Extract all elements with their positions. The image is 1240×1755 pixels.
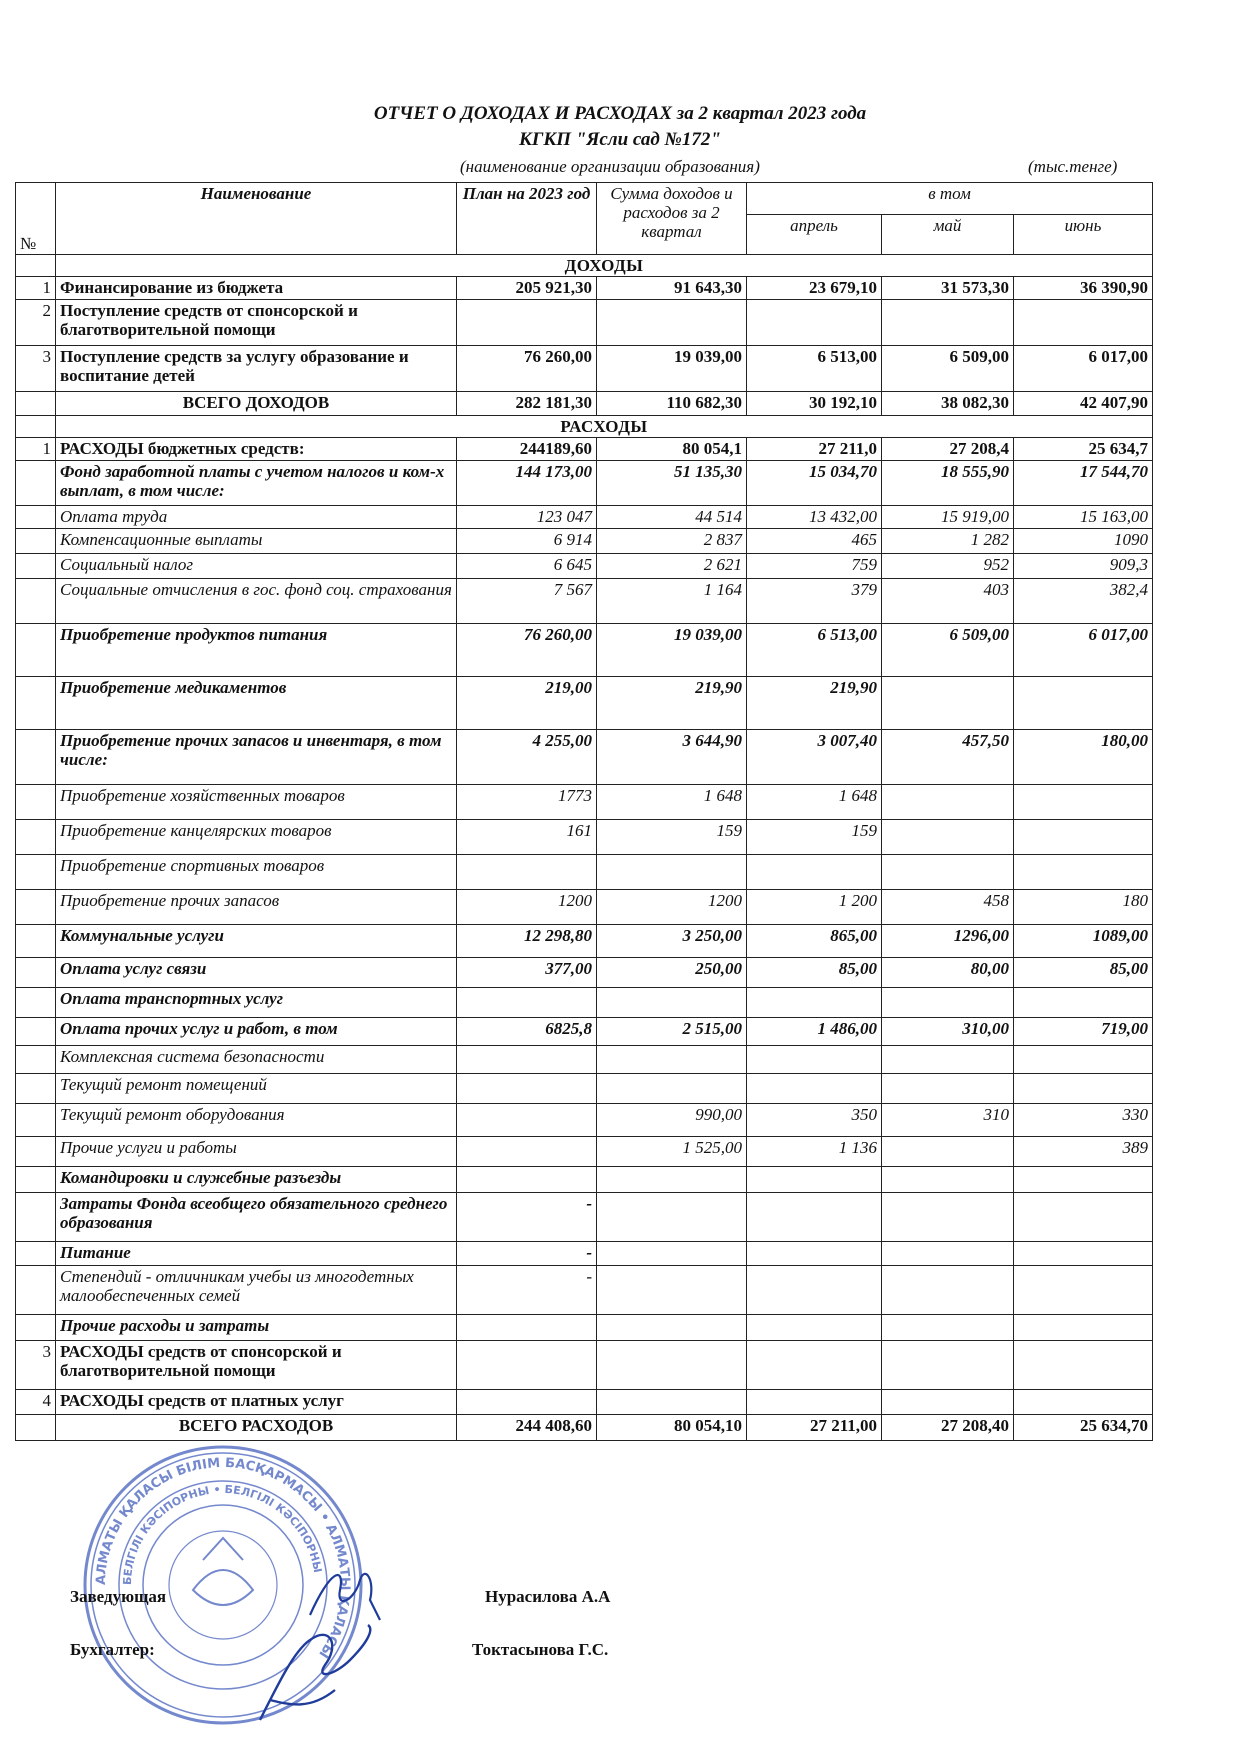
row-name: РАСХОДЫ средств от платных услуг xyxy=(56,1390,457,1415)
cell-sum xyxy=(597,1193,747,1242)
cell-sum: 44 514 xyxy=(597,506,747,529)
row-number xyxy=(16,1018,56,1046)
row-number: 2 xyxy=(16,300,56,346)
cell-m3: 330 xyxy=(1014,1104,1153,1137)
cell-sum: 3 644,90 xyxy=(597,730,747,785)
expense-row xyxy=(16,1018,1153,1046)
cell-sum: 1 164 xyxy=(597,579,747,624)
cell-m3: 17 544,70 xyxy=(1014,461,1153,506)
row-number: 1 xyxy=(16,277,56,300)
cell-sum: 2 837 xyxy=(597,529,747,554)
cell-m1 xyxy=(747,1167,882,1193)
row-name: Приобретение продуктов питания xyxy=(56,624,457,677)
col-header-incl: в том xyxy=(747,183,1153,215)
section-expense: РАСХОДЫ xyxy=(56,416,1153,438)
total-m3: 42 407,90 xyxy=(1014,392,1153,416)
expense-total-row xyxy=(16,1415,1153,1441)
col-header-june: июнь xyxy=(1014,215,1153,255)
income-row xyxy=(16,346,1153,392)
row-number xyxy=(16,624,56,677)
total-plan: 282 181,30 xyxy=(457,392,597,416)
cell-m1 xyxy=(747,1341,882,1390)
cell-plan: 6 645 xyxy=(457,554,597,579)
col-header-may: май xyxy=(882,215,1014,255)
cell-sum: 1 648 xyxy=(597,785,747,820)
cell-m2 xyxy=(882,820,1014,855)
cell-plan: 12 298,80 xyxy=(457,925,597,958)
cell-m1: 219,90 xyxy=(747,677,882,730)
row-number xyxy=(16,925,56,958)
cell-m1 xyxy=(747,855,882,890)
cell-m2 xyxy=(882,1341,1014,1390)
row-name: Прочие услуги и работы xyxy=(56,1137,457,1167)
cell-m3 xyxy=(1014,1046,1153,1074)
total-m2: 27 208,40 xyxy=(882,1415,1014,1441)
cell-m3: 1089,00 xyxy=(1014,925,1153,958)
total-m2: 38 082,30 xyxy=(882,392,1014,416)
cell-sum: 159 xyxy=(597,820,747,855)
cell-sum xyxy=(597,1341,747,1390)
cell-m3: 15 163,00 xyxy=(1014,506,1153,529)
expense-row xyxy=(16,1104,1153,1137)
section-spacer xyxy=(16,416,56,438)
cell-plan xyxy=(457,1167,597,1193)
cell-m1: 1 648 xyxy=(747,785,882,820)
cell-plan: 6825,8 xyxy=(457,1018,597,1046)
accountant-name: Токтасынова Г.С. xyxy=(472,1640,609,1659)
cell-plan: 1773 xyxy=(457,785,597,820)
cell-m1: 3 007,40 xyxy=(747,730,882,785)
cell-m1: 15 034,70 xyxy=(747,461,882,506)
cell-plan: - xyxy=(457,1266,597,1315)
cell-m2: 458 xyxy=(882,890,1014,925)
row-name: Комплексная система безопасности xyxy=(56,1046,457,1074)
expense-row xyxy=(16,506,1153,529)
cell-plan xyxy=(457,1074,597,1104)
cell-m2 xyxy=(882,1242,1014,1266)
expense-row xyxy=(16,461,1153,506)
row-number: 3 xyxy=(16,1341,56,1390)
row-name: Текущий ремонт помещений xyxy=(56,1074,457,1104)
total-m3: 25 634,70 xyxy=(1014,1415,1153,1441)
row-name: Текущий ремонт оборудования xyxy=(56,1104,457,1137)
row-name: РАСХОДЫ бюджетных средств: xyxy=(56,438,457,461)
expense-row xyxy=(16,1193,1153,1242)
cell-sum: 1 525,00 xyxy=(597,1137,747,1167)
row-number xyxy=(16,1167,56,1193)
cell-m1: 465 xyxy=(747,529,882,554)
row-number xyxy=(16,461,56,506)
expense-row xyxy=(16,1046,1153,1074)
row-name: Приобретение спортивных товаров xyxy=(56,855,457,890)
row-name: Оплата транспортных услуг xyxy=(56,988,457,1018)
row-number xyxy=(16,529,56,554)
row-number xyxy=(16,1046,56,1074)
cell-sum: 51 135,30 xyxy=(597,461,747,506)
row-number xyxy=(16,554,56,579)
row-number xyxy=(16,988,56,1018)
row-name: Приобретение прочих запасов и инвентаря, в том числе: xyxy=(56,730,457,785)
expense-row xyxy=(16,1390,1153,1415)
cell-m3 xyxy=(1014,1242,1153,1266)
row-number xyxy=(16,579,56,624)
cell-m1: 1 136 xyxy=(747,1137,882,1167)
cell-m2 xyxy=(882,1074,1014,1104)
income-total-row xyxy=(16,392,1153,416)
cell-m2: 18 555,90 xyxy=(882,461,1014,506)
cell-m3 xyxy=(1014,988,1153,1018)
income-row xyxy=(16,300,1153,346)
cell-m2: 1296,00 xyxy=(882,925,1014,958)
expense-row xyxy=(16,1341,1153,1390)
row-number xyxy=(16,1415,56,1441)
cell-sum: 3 250,00 xyxy=(597,925,747,958)
cell-sum xyxy=(597,1315,747,1341)
cell-m3: 382,4 xyxy=(1014,579,1153,624)
col-header-num: № xyxy=(16,183,56,255)
row-number xyxy=(16,392,56,416)
cell-m2: 6 509,00 xyxy=(882,346,1014,392)
cell-m3: 180,00 xyxy=(1014,730,1153,785)
cell-m1: 85,00 xyxy=(747,958,882,988)
cell-m1: 13 432,00 xyxy=(747,506,882,529)
cell-m2 xyxy=(882,855,1014,890)
cell-m2: 1 282 xyxy=(882,529,1014,554)
cell-m1 xyxy=(747,1046,882,1074)
cell-m2: 6 509,00 xyxy=(882,624,1014,677)
cell-m2 xyxy=(882,677,1014,730)
head-label: Заведующая xyxy=(70,1587,167,1606)
cell-m1: 1 486,00 xyxy=(747,1018,882,1046)
cell-m3: 6 017,00 xyxy=(1014,624,1153,677)
row-number xyxy=(16,1104,56,1137)
expense-row xyxy=(16,925,1153,958)
cell-m1: 6 513,00 xyxy=(747,346,882,392)
section-row xyxy=(16,416,1153,438)
accountant-label: Бухгалтер: xyxy=(70,1640,155,1659)
cell-m1 xyxy=(747,1242,882,1266)
row-number xyxy=(16,785,56,820)
report-table xyxy=(15,182,1153,1441)
cell-sum: 80 054,1 xyxy=(597,438,747,461)
cell-plan xyxy=(457,1341,597,1390)
cell-m1: 159 xyxy=(747,820,882,855)
total-label: ВСЕГО ДОХОДОВ xyxy=(56,392,457,416)
cell-plan xyxy=(457,300,597,346)
row-number xyxy=(16,1242,56,1266)
cell-m3 xyxy=(1014,855,1153,890)
cell-m2 xyxy=(882,300,1014,346)
row-number: 3 xyxy=(16,346,56,392)
cell-m1 xyxy=(747,1315,882,1341)
cell-m3: 25 634,7 xyxy=(1014,438,1153,461)
expense-row xyxy=(16,624,1153,677)
cell-plan: 244189,60 xyxy=(457,438,597,461)
expense-row xyxy=(16,890,1153,925)
total-label: ВСЕГО РАСХОДОВ xyxy=(56,1415,457,1441)
cell-plan xyxy=(457,1390,597,1415)
row-name: Командировки и служебные разъезды xyxy=(56,1167,457,1193)
row-number xyxy=(16,820,56,855)
row-name: Компенсационные выплаты xyxy=(56,529,457,554)
row-number xyxy=(16,1193,56,1242)
cell-sum: 990,00 xyxy=(597,1104,747,1137)
cell-m1: 865,00 xyxy=(747,925,882,958)
cell-plan xyxy=(457,1046,597,1074)
cell-plan xyxy=(457,988,597,1018)
cell-sum: 91 643,30 xyxy=(597,277,747,300)
row-name: Прочие расходы и затраты xyxy=(56,1315,457,1341)
col-header-name: Наименование xyxy=(56,183,457,255)
cell-m1: 23 679,10 xyxy=(747,277,882,300)
expense-row xyxy=(16,438,1153,461)
cell-plan: 377,00 xyxy=(457,958,597,988)
cell-sum xyxy=(597,1046,747,1074)
row-number: 4 xyxy=(16,1390,56,1415)
cell-sum: 19 039,00 xyxy=(597,346,747,392)
income-row xyxy=(16,277,1153,300)
cell-m2 xyxy=(882,1137,1014,1167)
section-row xyxy=(16,255,1153,277)
cell-plan: - xyxy=(457,1242,597,1266)
cell-plan: 7 567 xyxy=(457,579,597,624)
cell-plan xyxy=(457,1104,597,1137)
cell-sum: 2 515,00 xyxy=(597,1018,747,1046)
row-name: Оплата труда xyxy=(56,506,457,529)
expense-row xyxy=(16,988,1153,1018)
cell-sum xyxy=(597,988,747,1018)
cell-sum xyxy=(597,1266,747,1315)
cell-m3 xyxy=(1014,1193,1153,1242)
row-name: Коммунальные услуги xyxy=(56,925,457,958)
row-name: Оплата прочих услуг и работ, в том xyxy=(56,1018,457,1046)
cell-m1 xyxy=(747,1193,882,1242)
cell-m3: 6 017,00 xyxy=(1014,346,1153,392)
cell-m1: 6 513,00 xyxy=(747,624,882,677)
expense-row xyxy=(16,579,1153,624)
expense-row xyxy=(16,677,1153,730)
cell-m2 xyxy=(882,1266,1014,1315)
cell-sum: 2 621 xyxy=(597,554,747,579)
cell-m2: 310,00 xyxy=(882,1018,1014,1046)
cell-plan: 219,00 xyxy=(457,677,597,730)
cell-m2 xyxy=(882,1046,1014,1074)
col-header-plan: План на 2023 год xyxy=(457,183,597,255)
row-number xyxy=(16,506,56,529)
cell-m2 xyxy=(882,1167,1014,1193)
cell-m3: 719,00 xyxy=(1014,1018,1153,1046)
cell-m2: 27 208,4 xyxy=(882,438,1014,461)
cell-sum xyxy=(597,1242,747,1266)
cell-plan: 123 047 xyxy=(457,506,597,529)
cell-sum xyxy=(597,300,747,346)
expense-row xyxy=(16,820,1153,855)
total-m1: 30 192,10 xyxy=(747,392,882,416)
cell-plan: 161 xyxy=(457,820,597,855)
cell-plan: 6 914 xyxy=(457,529,597,554)
cell-plan: 76 260,00 xyxy=(457,346,597,392)
cell-m1: 379 xyxy=(747,579,882,624)
row-name: Социальный налог xyxy=(56,554,457,579)
cell-m2: 952 xyxy=(882,554,1014,579)
expense-row xyxy=(16,1137,1153,1167)
cell-m1 xyxy=(747,300,882,346)
expense-row xyxy=(16,730,1153,785)
row-name: Питание xyxy=(56,1242,457,1266)
cell-plan xyxy=(457,855,597,890)
expense-row xyxy=(16,1074,1153,1104)
expense-row xyxy=(16,529,1153,554)
cell-m3 xyxy=(1014,820,1153,855)
row-name: Поступление средств за услугу образование и воспитание детей xyxy=(56,346,457,392)
row-name: Приобретение канцелярских товаров xyxy=(56,820,457,855)
cell-m3: 1090 xyxy=(1014,529,1153,554)
cell-m1: 1 200 xyxy=(747,890,882,925)
cell-sum: 250,00 xyxy=(597,958,747,988)
cell-plan: - xyxy=(457,1193,597,1242)
expense-row xyxy=(16,958,1153,988)
cell-m1 xyxy=(747,988,882,1018)
cell-plan: 1200 xyxy=(457,890,597,925)
expense-row xyxy=(16,1266,1153,1315)
cell-m3: 389 xyxy=(1014,1137,1153,1167)
row-number xyxy=(16,677,56,730)
cell-m3 xyxy=(1014,1266,1153,1315)
row-number xyxy=(16,958,56,988)
cell-plan: 4 255,00 xyxy=(457,730,597,785)
cell-m2: 457,50 xyxy=(882,730,1014,785)
cell-m1: 27 211,0 xyxy=(747,438,882,461)
org-caption: (наименование организации образования) xyxy=(460,157,760,176)
expense-row xyxy=(16,1315,1153,1341)
cell-m2: 31 573,30 xyxy=(882,277,1014,300)
cell-m3 xyxy=(1014,677,1153,730)
row-number xyxy=(16,1315,56,1341)
cell-m2: 15 919,00 xyxy=(882,506,1014,529)
cell-m3: 85,00 xyxy=(1014,958,1153,988)
row-name: Финансирование из бюджета xyxy=(56,277,457,300)
cell-sum: 19 039,00 xyxy=(597,624,747,677)
total-sum: 110 682,30 xyxy=(597,392,747,416)
total-m1: 27 211,00 xyxy=(747,1415,882,1441)
row-number xyxy=(16,1137,56,1167)
cell-plan: 205 921,30 xyxy=(457,277,597,300)
total-sum: 80 054,10 xyxy=(597,1415,747,1441)
unit-caption: (тыс.тенге) xyxy=(1028,157,1118,176)
expense-row xyxy=(16,1167,1153,1193)
svg-text:АЛМАТЫ ҚАЛАСЫ БІЛІМ БАСҚАРМАСЫ: АЛМАТЫ ҚАЛАСЫ БІЛІМ БАСҚАРМАСЫ • АЛМАТЫ ҚАЛАСЫ xyxy=(93,1455,353,1661)
report-title: ОТЧЕТ О ДОХОДАХ И РАСХОДАХ за 2 квартал 2023 года xyxy=(373,103,867,124)
row-number xyxy=(16,1074,56,1104)
row-number xyxy=(16,890,56,925)
cell-sum: 1200 xyxy=(597,890,747,925)
cell-m3 xyxy=(1014,300,1153,346)
cell-m3: 909,3 xyxy=(1014,554,1153,579)
row-name: Приобретение медикаментов xyxy=(56,677,457,730)
cell-m3 xyxy=(1014,1167,1153,1193)
row-name: Социальные отчисления в гос. фонд соц. страхования xyxy=(56,579,457,624)
cell-m2 xyxy=(882,1390,1014,1415)
col-header-april: апрель xyxy=(747,215,882,255)
cell-sum xyxy=(597,855,747,890)
cell-m2: 80,00 xyxy=(882,958,1014,988)
cell-m1: 759 xyxy=(747,554,882,579)
row-number xyxy=(16,730,56,785)
row-number: 1 xyxy=(16,438,56,461)
cell-plan: 144 173,00 xyxy=(457,461,597,506)
section-spacer xyxy=(16,255,56,277)
cell-m3 xyxy=(1014,1390,1153,1415)
cell-m1 xyxy=(747,1266,882,1315)
cell-m2 xyxy=(882,785,1014,820)
cell-m1 xyxy=(747,1074,882,1104)
cell-sum: 219,90 xyxy=(597,677,747,730)
cell-m3 xyxy=(1014,1074,1153,1104)
expense-row xyxy=(16,1242,1153,1266)
row-name: РАСХОДЫ средств от спонсорской и благотворительной помощи xyxy=(56,1341,457,1390)
cell-m2: 403 xyxy=(882,579,1014,624)
cell-m2 xyxy=(882,988,1014,1018)
expense-row xyxy=(16,785,1153,820)
cell-plan xyxy=(457,1315,597,1341)
row-name: Затраты Фонда всеобщего обязательного среднего образования xyxy=(56,1193,457,1242)
row-name: Степендий - отличникам учебы из многодетных малообеспеченных семей xyxy=(56,1266,457,1315)
cell-m1 xyxy=(747,1390,882,1415)
cell-m3 xyxy=(1014,785,1153,820)
accountant-signature xyxy=(240,1620,390,1735)
row-number xyxy=(16,1266,56,1315)
row-number xyxy=(16,855,56,890)
col-header-sum: Сумма доходов и расходов за 2 квартал xyxy=(597,183,747,255)
cell-m3 xyxy=(1014,1315,1153,1341)
cell-m3: 180 xyxy=(1014,890,1153,925)
svg-text:БЕЛГІЛІ КӘСІПОРНЫ • БЕЛГІЛІ КӘ: БЕЛГІЛІ КӘСІПОРНЫ • БЕЛГІЛІ КӘСІПОРНЫ xyxy=(120,1482,325,1586)
cell-m2: 310 xyxy=(882,1104,1014,1137)
expense-row xyxy=(16,554,1153,579)
head-name: Нурасилова А.А xyxy=(485,1587,611,1606)
cell-m3: 36 390,90 xyxy=(1014,277,1153,300)
row-name: Поступление средств от спонсорской и благотворительной помощи xyxy=(56,300,457,346)
total-plan: 244 408,60 xyxy=(457,1415,597,1441)
cell-m2 xyxy=(882,1193,1014,1242)
cell-plan: 76 260,00 xyxy=(457,624,597,677)
row-name: Приобретение прочих запасов xyxy=(56,890,457,925)
expense-row xyxy=(16,855,1153,890)
cell-m3 xyxy=(1014,1341,1153,1390)
cell-m2 xyxy=(882,1315,1014,1341)
row-name: Фонд заработной платы с учетом налогов и ком-х выплат, в том числе: xyxy=(56,461,457,506)
organization-title: КГКП "Ясли сад №172" xyxy=(519,129,721,150)
section-income: ДОХОДЫ xyxy=(56,255,1153,277)
cell-sum xyxy=(597,1074,747,1104)
cell-plan xyxy=(457,1137,597,1167)
cell-sum xyxy=(597,1390,747,1415)
cell-sum xyxy=(597,1167,747,1193)
cell-m1: 350 xyxy=(747,1104,882,1137)
row-name: Приобретение хозяйственных товаров xyxy=(56,785,457,820)
row-name: Оплата услуг связи xyxy=(56,958,457,988)
